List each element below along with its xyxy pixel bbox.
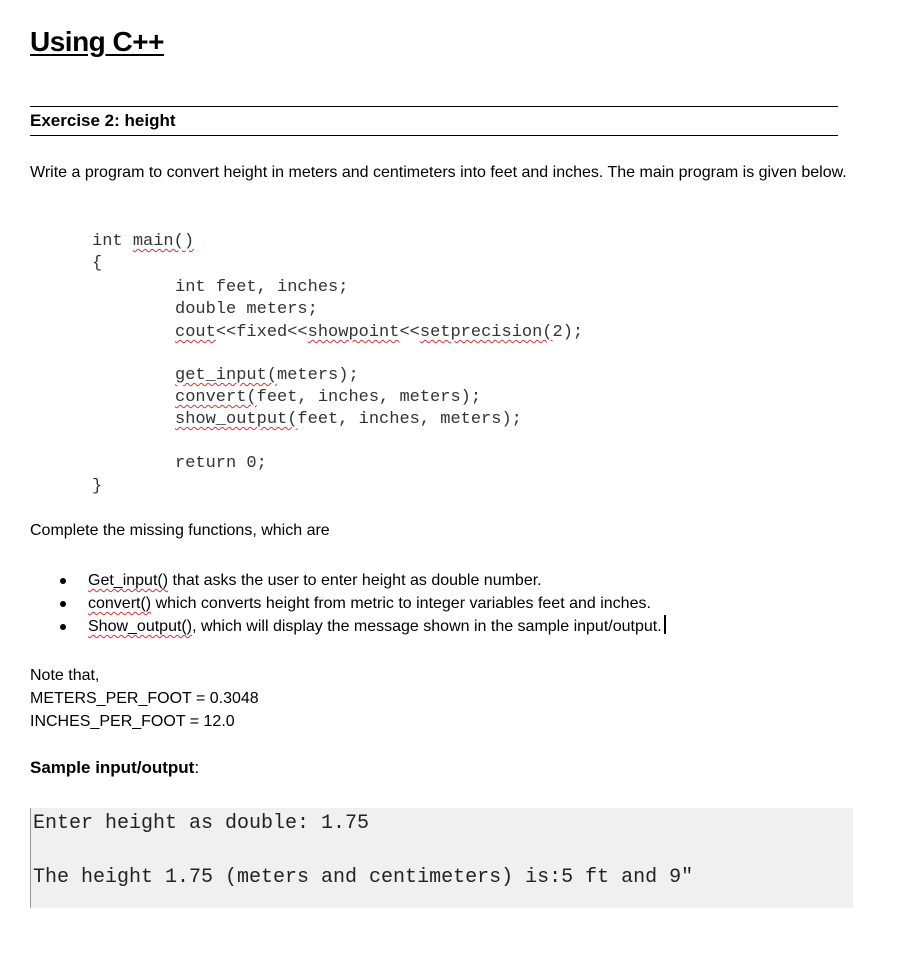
complete-instruction: Complete the missing functions, which are [30,522,330,539]
note-inches-per-foot: INCHES_PER_FOOT = 12.0 [30,713,235,730]
code-get-input-call: get_input(meters); [175,366,359,385]
note-block [30,664,259,733]
sample-console [30,808,853,908]
code-line-main: int main() [92,232,195,251]
code-show-output-call: show_output(feet, inches, meters); [175,410,522,429]
code-open-brace: { [92,254,103,273]
list-item: convert() which converts height from metric to integer variables feet and inches. [60,592,666,615]
function-list [60,569,666,638]
code-decl-ints: int feet, inches; [175,278,349,297]
intro-paragraph: Write a program to convert height in meters and centimeters into feet and inches. The main program is given below. [30,164,847,181]
sample-heading: Sample input/output: [30,758,200,777]
code-return: return 0; [175,454,267,473]
bullet-icon [60,578,66,584]
text-cursor [664,615,666,634]
code-decl-double: double meters; [175,300,318,319]
code-close-brace: } [92,477,103,496]
note-intro: Note that, [30,667,100,684]
exercise-heading: Exercise 2: height [30,111,176,130]
code-convert-call: convert(feet, inches, meters); [175,388,482,407]
bullet-icon [60,624,66,630]
code-cout-line: cout<<fixed<<showpoint<<setprecision(2); [175,323,584,342]
console-line-input: Enter height as double: 1.75 [33,812,370,835]
console-line-output: The height 1.75 (meters and centimeters) is:5 ft and 9" [33,866,694,889]
exercise-heading-bar [30,106,838,136]
page-title: Using C++ [30,26,164,57]
list-item: Get_input() that asks the user to enter height as double number. [60,569,666,592]
list-item: Show_output(), which will display the message shown in the sample input/output. [60,615,666,638]
note-meters-per-foot: METERS_PER_FOOT = 0.3048 [30,690,259,707]
bullet-icon [60,601,66,607]
